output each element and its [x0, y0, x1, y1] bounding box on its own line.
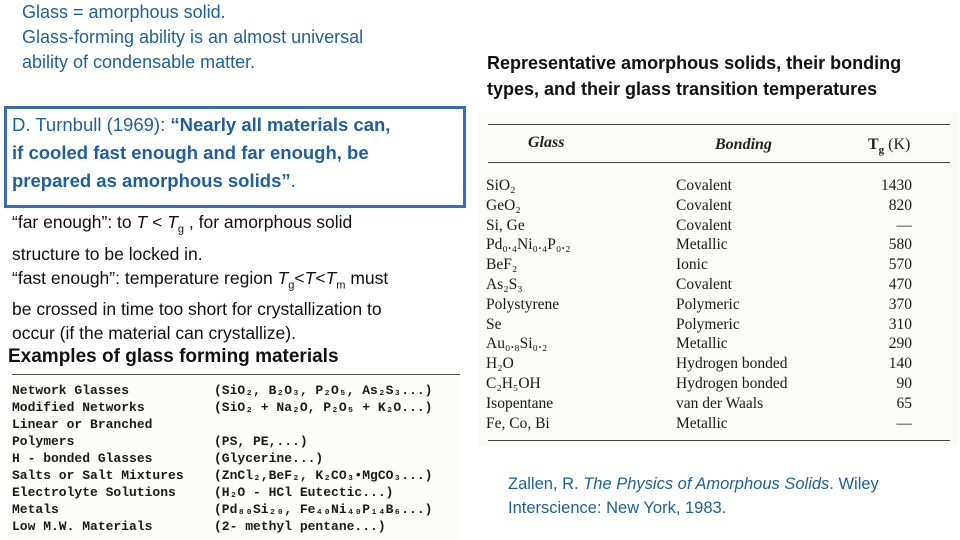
glass-cell: SiO₂ — [486, 177, 516, 194]
tg-cell: 1430 — [881, 177, 912, 194]
glass-cell: GeO₂ — [486, 196, 521, 214]
symbol-T: T — [325, 267, 337, 288]
intro-text — [22, 0, 462, 75]
glass-cell: Au₀.₈Si₀.₂ — [486, 335, 548, 353]
intro-line: ability of condensable matter. — [22, 52, 256, 72]
tg-cell: 580 — [888, 236, 912, 254]
material-class: Linear or Branched — [12, 417, 153, 432]
glass-cell: Si, Ge — [486, 216, 525, 234]
material-class: Electrolyte Solutions — [12, 485, 176, 500]
material-examples — [214, 416, 432, 433]
material-examples: (SiO₂, B₂O₃, P₂O₅, As₂S₃...) — [214, 383, 433, 398]
citation-text: . Wiley — [829, 475, 879, 493]
material-class: Low M.W. Materials — [12, 519, 153, 534]
material-class: H - bonded Glasses — [12, 451, 153, 466]
glass-cell: C₂H₅OH — [486, 374, 541, 392]
header-tg-sub: g — [878, 144, 885, 157]
tg-cell: — — [896, 414, 912, 432]
glass-cell: Pd₀.₄Ni₀.₄P₀.₂ — [486, 236, 571, 254]
material-examples: (ZnCl₂,BeF₂, K₂CO₃•MgCO₃...) — [214, 468, 433, 483]
material-examples: (SiO₂ + Na₂O, P₂O₅ + K₂O...) — [214, 400, 433, 415]
bonding-cell: Hydrogen bonded — [676, 355, 788, 373]
bonding-cell: Covalent — [676, 177, 732, 194]
bonding-cell: Metallic — [676, 414, 728, 432]
material-class: Salts or Salt Mixtures — [12, 468, 184, 483]
citation — [508, 472, 928, 520]
header-tg — [868, 136, 910, 156]
material-class: Modified Networks — [12, 400, 145, 415]
bonding-cell: Covalent — [676, 275, 732, 293]
citation-text: Interscience: New York, 1983. — [508, 499, 727, 517]
header-tg-symbol: T — [868, 136, 879, 153]
table-rule — [488, 124, 950, 125]
note-text: , for amorphous solid — [184, 212, 353, 232]
header-glass: Glass — [528, 134, 565, 151]
subscript-m: m — [336, 279, 346, 291]
table-rule — [488, 440, 950, 441]
material-class: Network Glasses — [12, 383, 130, 398]
tg-column — [856, 176, 912, 433]
bonding-cell: Covalent — [676, 216, 732, 234]
note-text: “fast enough”: temperature region — [12, 267, 278, 288]
bonding-cell: Metallic — [676, 335, 728, 353]
notes-text — [12, 210, 464, 345]
tg-cell: 290 — [888, 335, 912, 353]
glass-cell: Isopentane — [486, 394, 554, 412]
quote-text: prepared as amorphous solids” — [12, 170, 291, 191]
material-class: Metals — [12, 502, 59, 517]
quote-author: D. Turnbull (1969): — [12, 114, 171, 135]
intro-line: Glass-forming ability is an almost universal — [22, 27, 364, 47]
note-text: “far enough”: to — [12, 212, 137, 232]
bonding-cell: Polymeric — [676, 295, 740, 313]
material-examples: (H₂O - HCl Eutectic...) — [214, 485, 394, 500]
header-bonding: Bonding — [715, 136, 772, 153]
note-text: < — [147, 212, 168, 232]
bonding-cell: Covalent — [676, 196, 732, 214]
note-text: < — [294, 267, 305, 288]
note-text: be crossed in time too short for crystallization to — [12, 299, 382, 319]
tg-cell: 820 — [888, 196, 912, 214]
turnbull-quote — [12, 111, 462, 195]
glass-cell: Se — [486, 315, 502, 333]
quote-text: “Nearly all materials can, — [170, 114, 391, 135]
intro-line: Glass = amorphous solid. — [22, 2, 226, 22]
tg-cell: 65 — [896, 394, 912, 412]
glass-table-scan — [478, 112, 958, 446]
table-title-line: types, and their glass transition temperatures — [487, 79, 878, 99]
table-rule — [488, 162, 950, 163]
examples-names — [12, 382, 184, 535]
bonding-column — [676, 176, 788, 433]
subscript-g: g — [288, 279, 295, 291]
citation-title: The Physics of Amorphous Solids — [583, 475, 830, 493]
tg-cell: 470 — [888, 275, 912, 293]
note-text: structure to be locked in. — [12, 243, 203, 264]
list-rule — [12, 374, 460, 375]
bonding-cell: Hydrogen bonded — [676, 374, 788, 392]
table-title — [487, 50, 957, 102]
tg-cell: 140 — [888, 355, 912, 373]
glass-cell: Fe, Co, Bi — [486, 414, 550, 432]
material-examples: (Pd₈₀Si₂₀, Fe₄₀Ni₄₀P₁₄B₆...) — [214, 502, 433, 517]
note-text: must — [345, 267, 389, 288]
material-class: Polymers — [12, 434, 75, 449]
bonding-cell: van der Waals — [676, 394, 764, 412]
tg-cell: — — [896, 216, 912, 234]
symbol-T: T — [167, 212, 178, 232]
bonding-cell: Polymeric — [676, 315, 740, 333]
examples-title: Examples of glass forming materials — [8, 346, 339, 367]
examples-values — [214, 382, 432, 535]
material-examples: (2- methyl pentane...) — [214, 519, 386, 534]
tg-cell: 90 — [896, 374, 912, 392]
material-examples: (Glycerine...) — [214, 451, 324, 466]
glass-cell: Polystyrene — [486, 295, 560, 313]
material-examples: (PS, PE,...) — [214, 434, 308, 449]
note-text: occur (if the material can crystallize). — [12, 323, 296, 343]
citation-text: Zallen, R. — [508, 475, 584, 493]
symbol-T: T — [277, 267, 289, 288]
bonding-cell: Metallic — [676, 236, 728, 254]
glass-column — [486, 176, 571, 433]
examples-list-scan — [8, 372, 460, 540]
table-title-line: Representative amorphous solids, their bonding — [487, 53, 902, 73]
note-text: < — [315, 267, 326, 288]
subscript-g: g — [177, 223, 185, 236]
bonding-cell: Ionic — [676, 256, 708, 274]
tg-cell: 310 — [888, 315, 912, 333]
quote-end: . — [290, 170, 296, 191]
glass-cell: As₂S₃ — [486, 275, 523, 293]
glass-cell: BeF₂ — [486, 256, 518, 274]
glass-cell: H₂O — [486, 355, 514, 373]
symbol-T: T — [304, 267, 316, 288]
tg-cell: 370 — [888, 295, 912, 313]
symbol-T: T — [136, 212, 148, 232]
tg-cell: 570 — [888, 256, 912, 274]
header-tg-unit: (K) — [884, 136, 911, 153]
quote-text: if cooled fast enough and far enough, be — [12, 142, 369, 163]
